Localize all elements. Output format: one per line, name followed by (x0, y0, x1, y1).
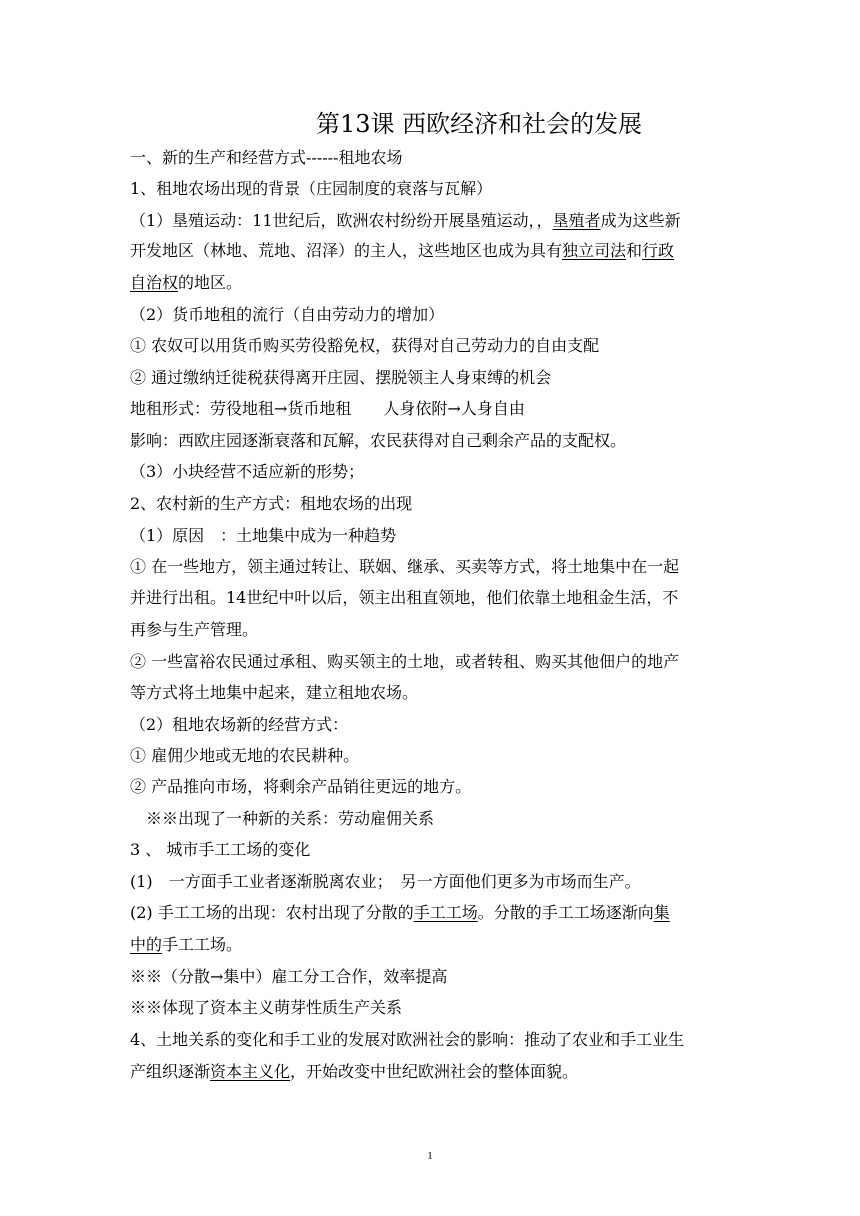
text-line: ※※体现了资本主义萌芽性质生产关系 (130, 998, 403, 1017)
text-line: 3 、 城市手工工场的变化 (130, 840, 311, 859)
text-line: （2）货币地租的流行（自由劳动力的增加） (130, 305, 445, 324)
text-line: 再参与生产管理。 (130, 620, 259, 639)
text-segment: (2) 手工工场的出现：农村出现了分散的 (130, 903, 414, 922)
page-number: 1 (427, 1150, 433, 1162)
underlined-term: 中的 (130, 935, 163, 954)
lesson-title: 第13课 西欧经济和社会的发展 (316, 110, 643, 138)
text-line: ② 一些富裕农民通过承租、购买领主的土地，或者转租、购买其他佃户的地产 (130, 652, 680, 671)
underlined-term: 独立司法 (562, 241, 627, 260)
underlined-term: 集 (653, 903, 670, 922)
text-line: ① 农奴可以用货币购买劳役豁免权，获得对自己劳动力的自由支配 (130, 336, 600, 355)
text-line: 影响：西欧庄园逐渐衰落和瓦解，农民获得对自己剩余产品的支配权。 (130, 431, 627, 450)
text-segment: 的地区。 (178, 273, 243, 292)
text-line: ② 产品推向市场，将剩余产品销往更远的地方。 (130, 777, 472, 796)
underlined-term: 行政 (642, 241, 675, 260)
text-line (130, 902, 670, 924)
text-segment: 开发地区（林地、荒地、沼泽）的主人，这些地区也成为具有 (130, 241, 563, 260)
text-line: ① 在一些地方，领主通过转让、联姻、继承、买卖等方式，将土地集中在一起 (130, 557, 680, 576)
text-line: ※※出现了一种新的关系：劳动雇佣关系 (130, 809, 435, 828)
text-line: （2）租地农场新的经营方式： (130, 715, 349, 734)
text-line: (1) 一方面手工业者逐渐脱离农业； 另一方面他们更多为市场而生产。 (130, 872, 641, 891)
text-line: 1、租地农场出现的背景（庄园制度的衰落与瓦解） (130, 179, 493, 198)
text-line: （3）小块经营不适应新的形势； (130, 462, 365, 481)
text-segment: （1）垦殖运动：11世纪后，欧洲农村纷纷开展垦殖运动，， (130, 211, 553, 230)
text-line: （1）原因 ：土地集中成为一种趋势 (130, 526, 397, 545)
text-segment: ，开始改变中世纪欧洲社会的整体面貌。 (290, 1062, 579, 1081)
text-segment: 。分散的手工工场逐渐向 (477, 903, 654, 922)
text-line: 2、农村新的生产方式：租地农场的出现 (130, 494, 413, 513)
text-segment: 产组织逐渐 (130, 1062, 211, 1081)
underlined-term: 手工工场 (413, 903, 478, 922)
text-line: 并进行出租。14世纪中叶以后，领主出租直领地，他们依靠土地租金生活，不 (130, 588, 679, 607)
text-segment: 成为这些新 (600, 211, 681, 230)
text-line: 等方式将土地集中起来，建立租地农场。 (130, 683, 419, 702)
text-line (130, 240, 674, 262)
text-line (130, 934, 242, 956)
text-segment: 和 (626, 241, 643, 260)
text-segment: 手工工场。 (162, 935, 243, 954)
text-line: ① 雇佣少地或无地的农民耕种。 (130, 746, 360, 765)
text-line: 地租形式：劳役地租→货币地租 人身依附→人身自由 (130, 399, 525, 418)
underlined-term: 垦殖者 (552, 211, 601, 230)
text-line: 一、新的生产和经营方式------租地农场 (130, 148, 403, 167)
text-line: 4、土地关系的变化和手工业的发展对欧洲社会的影响：推动了农业和手工业生 (130, 1030, 685, 1049)
underlined-term: 自治权 (130, 273, 179, 292)
text-line (130, 1061, 578, 1083)
text-line: ※※（分散→集中）雇工分工合作，效率提高 (130, 967, 448, 986)
text-line (130, 272, 242, 294)
text-line (130, 210, 681, 232)
text-line: ② 通过缴纳迁徙税获得离开庄园、摆脱领主人身束缚的机会 (130, 368, 552, 387)
underlined-term: 资本主义化 (210, 1062, 291, 1081)
